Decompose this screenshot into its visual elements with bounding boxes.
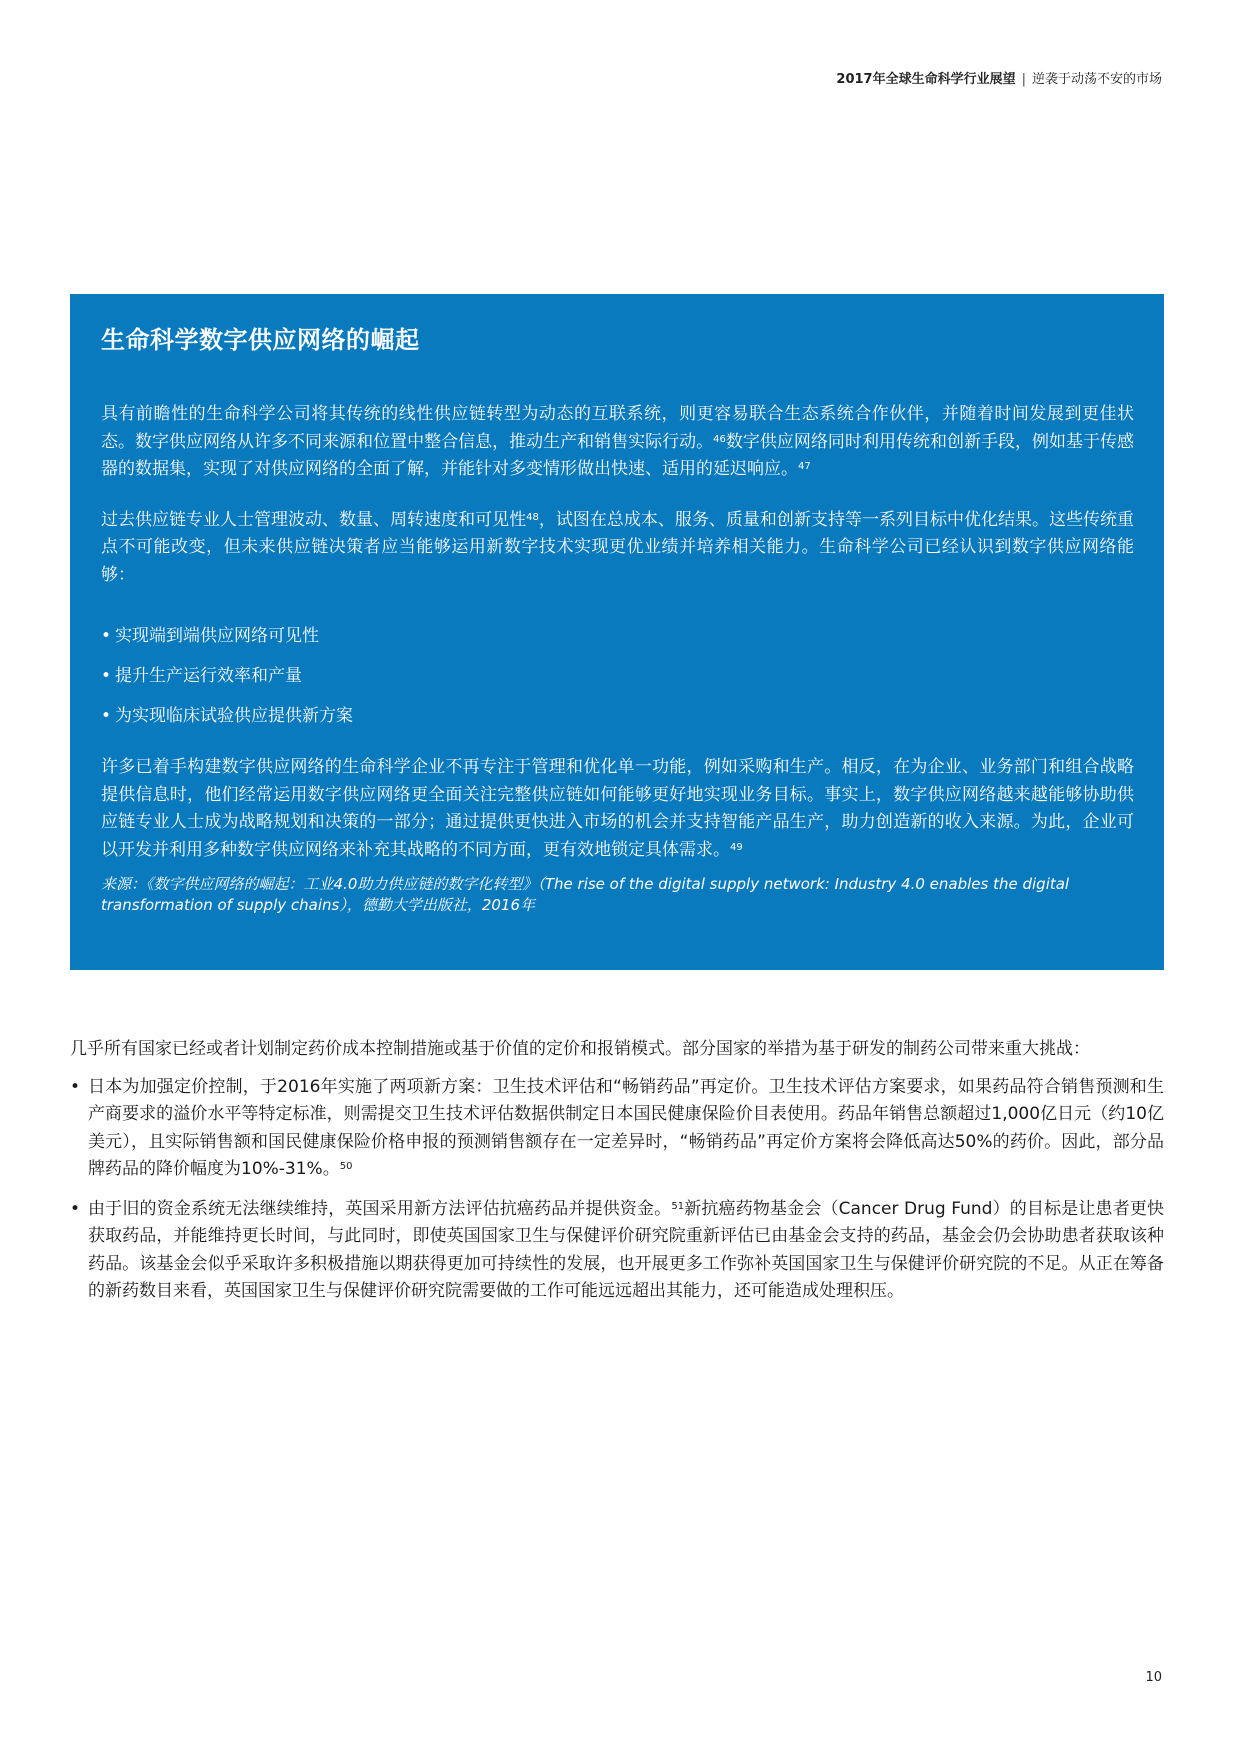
page-number: 10 bbox=[1145, 1670, 1162, 1685]
footnote-ref-49: 49 bbox=[730, 841, 743, 853]
box-p1-text-b: 数字供应网络同时利用传统和创新手段，例如基于传感器的数据集，实现了对供应网络的全面了解，并能针对多变情形做出快速、适用的延迟响应。 bbox=[101, 431, 1135, 479]
list-item bbox=[101, 703, 1134, 730]
box-heading: 生命科学数字供应网络的崛起 bbox=[101, 326, 420, 354]
list-item bbox=[101, 663, 1134, 690]
list-item-text: 提升生产运行效率和产量 bbox=[115, 666, 302, 686]
list-item-uk bbox=[70, 1196, 1164, 1306]
list-item-japan bbox=[70, 1074, 1164, 1184]
page-header bbox=[836, 68, 1162, 87]
footnote-ref-51: 51 bbox=[671, 1200, 685, 1212]
bullet-japan-text: 日本为加强定价控制，于2016年实施了两项新方案：卫生技术评估和“畅销药品”再定价。卫生技术评估方案要求，如果药品符合销售预测和生产商要求的溢价水平等特定标准，则需提交卫生技术评估数据供制定日本国民健康保险价目表使用。药品年销售总额超过1,000亿日元（约10亿美元），且实际销售额和国民健康保险价格申报的预测销售额存在一定差异时，“畅销药品”再定价方案将会降低高达50%的药价。因此，部分品牌药品的降价幅度为10%-31%。 bbox=[88, 1076, 1164, 1179]
header-subtitle: 逆袭于动荡不安的市场 bbox=[1031, 72, 1162, 87]
footnote-ref-50: 50 bbox=[339, 1161, 353, 1172]
bullet-uk-text-a: 由于旧的资金系统无法继续维持，英国采用新方法评估抗癌药品并提供资金。 bbox=[88, 1198, 672, 1219]
bullet-uk-text-b: 新抗癌药物基金会（Cancer Drug Fund）的目标是让患者更快获取药品，并能维持更长时间，与此同时，即使英国国家卫生与保健评价研究院重新评估已由基金会支持的药品，基金会仍会协助患者获取该种药品。该基金会似乎采取许多积极措施以期获得更加可持续性的发展，也开展更多工作弥补英国国家卫生与保健评价研究院的不足。从正在筹备的新药数目来看，英国国家卫生与保健评价研究院需要做的工作可能远远超出其能力，还可能造成处理积压。 bbox=[88, 1198, 1165, 1301]
intro-paragraph: 几乎所有国家已经或者计划制定药价成本控制措施或基于价值的定价和报销模式。部分国家的举措为基于研发的制药公司带来重大挑战： bbox=[70, 1039, 1090, 1059]
footnote-ref-47: 47 bbox=[798, 461, 811, 472]
box-p3-text-a: 许多已着手构建数字供应网络的生命科学企业不再专注于管理和优化单一功能，例如采购和生产。相反，在为企业、业务部门和组合战略提供信息时，他们经常运用数字供应网络更全面关注完整供应链如何能够更好地实现业务目标。事实上，数字供应网络越来越能够协助供应链专业人士成为战略规划和决策的一部分；通过提供更快进入市场的机会并支持智能产品生产，助力创造新的收入来源。为此，企业可以开发并利用多种数字供应网络来补充其战略的不同方面，更有效地锁定具体需求。 bbox=[101, 757, 1134, 860]
header-title: 2017年全球生命科学行业展望 bbox=[836, 72, 1016, 87]
sidebar-box bbox=[70, 294, 1164, 970]
box-source-note: 来源：《数字供应网络的崛起：工业4.0助力供应链的数字化转型》（The rise of the digital supply network: Industry 4.0 enables the digital transformation of supply chains），德勤大学出版社，2016年 bbox=[101, 875, 1070, 914]
box-p1-text-a: 具有前瞻性的生命科学公司将其传统的线性供应链转型为动态的互联系统，则更容易联合生态系统合作伙伴，并随着时间发展到更佳状态。数字供应网络从许多不同来源和位置中整合信息，推动生产和销售实际行动。 bbox=[101, 404, 1134, 452]
header-separator: | bbox=[1021, 72, 1026, 87]
list-item bbox=[101, 623, 1134, 650]
list-item-text: 为实现临床试验供应提供新方案 bbox=[115, 706, 353, 726]
bullet-icon: • bbox=[101, 706, 112, 726]
box-p2-text-a: 过去供应链专业人士管理波动、数量、周转速度和可见性 bbox=[101, 509, 527, 530]
bullet-icon: • bbox=[101, 626, 112, 646]
footnote-ref-48: 48 bbox=[526, 511, 539, 523]
main-body bbox=[70, 1036, 1164, 1318]
list-item-text: 实现端到端供应网络可见性 bbox=[115, 626, 319, 646]
box-paragraph-3 bbox=[101, 754, 1134, 864]
bullet-icon: • bbox=[70, 1198, 81, 1219]
box-bullet-list bbox=[101, 623, 1134, 730]
footnote-ref-46: 46 bbox=[713, 433, 726, 445]
box-paragraph-2 bbox=[101, 507, 1134, 590]
box-p2-text-b: ，试图在总成本、服务、质量和创新支持等一系列目标中优化结果。这些传统重点不可能改变，但未来供应链决策者应当能够运用新数字技术实现更优业绩并培养相关能力。生命科学公司已经认识到数字供应网络能够： bbox=[101, 509, 1135, 585]
box-paragraph-1 bbox=[101, 401, 1134, 484]
bullet-icon: • bbox=[101, 666, 112, 686]
bullet-icon: • bbox=[70, 1076, 81, 1097]
